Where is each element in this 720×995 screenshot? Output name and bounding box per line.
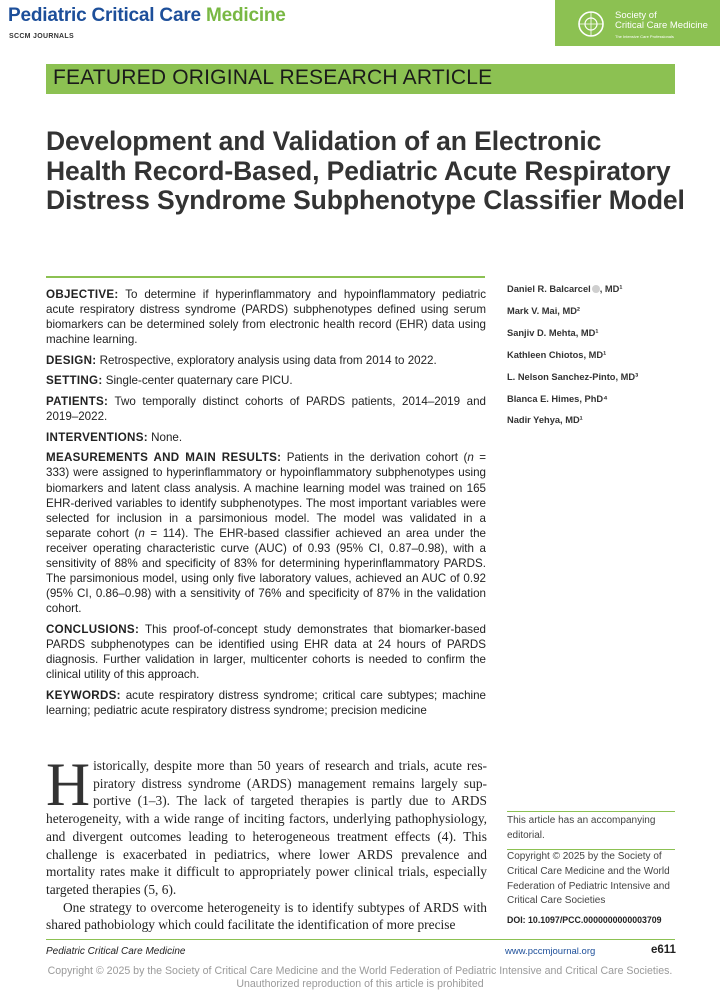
author-item: Mark V. Mai, MD² [507,305,581,316]
design-label: DESIGN: [46,353,97,367]
body-paragraph-1-text: istorically, despite more than 50 years of research and trials, acute respiratory distress syndrome (ARDS) management remains largely supportive (1–3). The lack of targeted therapies is partly due to ARDS heterogeneity, with a wide range of inciting factors, underlying pathophysiology, and divergent outcomes leading to heterogeneous treatment effects (4). This challenge is exacerbated in pediatrics, where lower ARDS prevalence and mortality rates make it difficult to appropriately power clinical trials, especially targeted therapies (5, 6). [46,758,487,897]
abstract-conclusions [46,622,486,682]
keywords-label: KEYWORDS: [46,688,121,702]
abstract-divider [46,276,485,278]
footer-url-link[interactable]: www.pccmjournal.org [505,946,596,957]
copyright-line2: Unauthorized reproduction of this article is prohibited [236,978,484,990]
author-degree: , MD¹ [599,284,623,294]
body-paragraph-1 [46,752,487,899]
abstract-interventions [46,430,486,445]
objective-text: To determine if hyperinflammatory and hypoinflammatory pediatric acute respiratory distress syndrome (PARDS) subphenotypes defined using serum biomarkers can be determined solely from electronic health record (EHR) data using machine learning. [46,288,486,347]
objective-label: OBJECTIVE: [46,288,119,301]
page-number: e611 [651,944,676,956]
editorial-note: This article has an accompanying editorial. [507,815,656,841]
measurements-text-b: = 333) were assigned to hyperinflammatory or hypoinflammatory subphenotypes using biomarkers and latent class analysis. A machine learning model was trained on 165 EHR-derived variables to identify subphenotypes. The most important variables were selected for inclusion in a parsimonious model. The model was validated in a separate cohort ( [46,451,486,540]
setting-text: Single-center quaternary care PICU. [105,374,293,388]
doi[interactable] [507,915,662,925]
abstract-objective [46,287,486,347]
interventions-label: INTERVENTIONS: [46,430,148,444]
sidebar-divider [507,811,675,812]
author-item: Sanjiv D. Mehta, MD¹ [507,327,599,338]
n-symbol: n [138,526,145,540]
footer-journal-name: Pediatric Critical Care Medicine [46,946,186,957]
conclusions-text: This proof-of-concept study demonstrates that biomarker-based PARDS subphenotypes can be identified using EHR data at 24 hours of PARDS diagnosis. Further validation in larger, multicenter cohorts is needed to confirm the clinical utility of this approach. [46,622,487,682]
article-type-label: FEATURED ORIGINAL RESEARCH ARTICLE [53,66,493,89]
abstract-setting [46,373,486,388]
keywords-text: acute respiratory distress syndrome; critical care subtypes; machine learning; pediatric acute respiratory distress syndrome; precision medicine [46,688,486,717]
abstract [46,287,486,723]
society-line1: Society of [615,10,657,21]
body-paragraph-2: One strategy to overcome heterogeneity is to identify subtypes of ARDS with shared pathobiology which could facilitate the identification of more precise [46,899,487,933]
measurements-text-c: = 114). The EHR-based classifier achieved an area under the receiver operating characteristic curve (AUC) of 0.93 (95% CI, 0.87–0.98), with a sensitivity of 88% and specificity of 83% for determining hyperinflammatory PARDS. The parsimonious model, using only five laboratory values, achieved an AUC of 0.92 (95% CI, 0.86–0.98) with a sensitivity of 76% and specificity of 87% in the validation cohort. [46,526,486,616]
patients-label: PATIENTS: [46,395,109,409]
journal-name-part2: Medicine [205,5,286,26]
society-logo-icon [577,10,605,38]
society-banner [555,0,720,46]
design-text: Retrospective, exploratory analysis using data from 2014 to 2022. [99,353,437,367]
patients-text: Two temporally distinct cohorts of PARDS patients, 2014–2019 and 2019–2022. [46,395,486,424]
doi-value: 10.1097/PCC.0000000000003709 [528,915,662,925]
n-symbol: n [467,451,474,465]
abstract-keywords [46,688,486,718]
copyright-footer [0,965,720,991]
publisher-label: SCCM JOURNALS [9,33,74,40]
drop-cap: H [46,752,91,819]
abstract-design [46,353,486,368]
doi-label: DOI: [507,915,526,925]
copyright-line1: Copyright © 2025 by the Society of Critical Care Medicine and the World Federation of Pediatric Intensive and Critical Care Societies. [47,965,673,977]
body-text [46,752,487,934]
author-item: Kathleen Chiotos, MD¹ [507,349,607,360]
author-list [507,279,638,432]
author-item: L. Nelson Sanchez-Pinto, MD³ [507,371,639,382]
article-type-banner [46,64,675,94]
author-item: Blanca E. Himes, PhD⁴ [507,393,608,404]
footer-divider [46,939,675,940]
orcid-icon[interactable] [592,285,600,293]
setting-label: SETTING: [46,374,103,388]
abstract-patients [46,394,486,424]
society-line2: Critical Care Medicine [615,20,708,31]
society-name [615,11,708,31]
interventions-text: None. [151,430,183,444]
author-name: Daniel R. Balcarcel [507,284,591,294]
journal-name-part1: Pediatric Critical Care [8,5,206,26]
society-tagline: The Intensive Care Professionals [615,34,674,39]
article-title: Development and Validation of an Electronic Health Record-Based, Pediatric Acute Respiratory Distress Syndrome Subphenotype Classifier Model [46,126,685,215]
abstract-measurements [46,450,486,616]
conclusions-label: CONCLUSIONS: [46,622,140,636]
copyright-note: Copyright © 2025 by the Society of Critical Care Medicine and the World Federation of Pediatric Intensive and Critical Care Societies [507,851,670,907]
author-item: Nadir Yehya, MD¹ [507,415,583,426]
measurements-label: MEASUREMENTS AND MAIN RESULTS: [46,451,282,465]
measurements-text-a: Patients in the derivation cohort ( [286,451,468,465]
author-item [507,279,638,301]
journal-name [8,5,286,27]
